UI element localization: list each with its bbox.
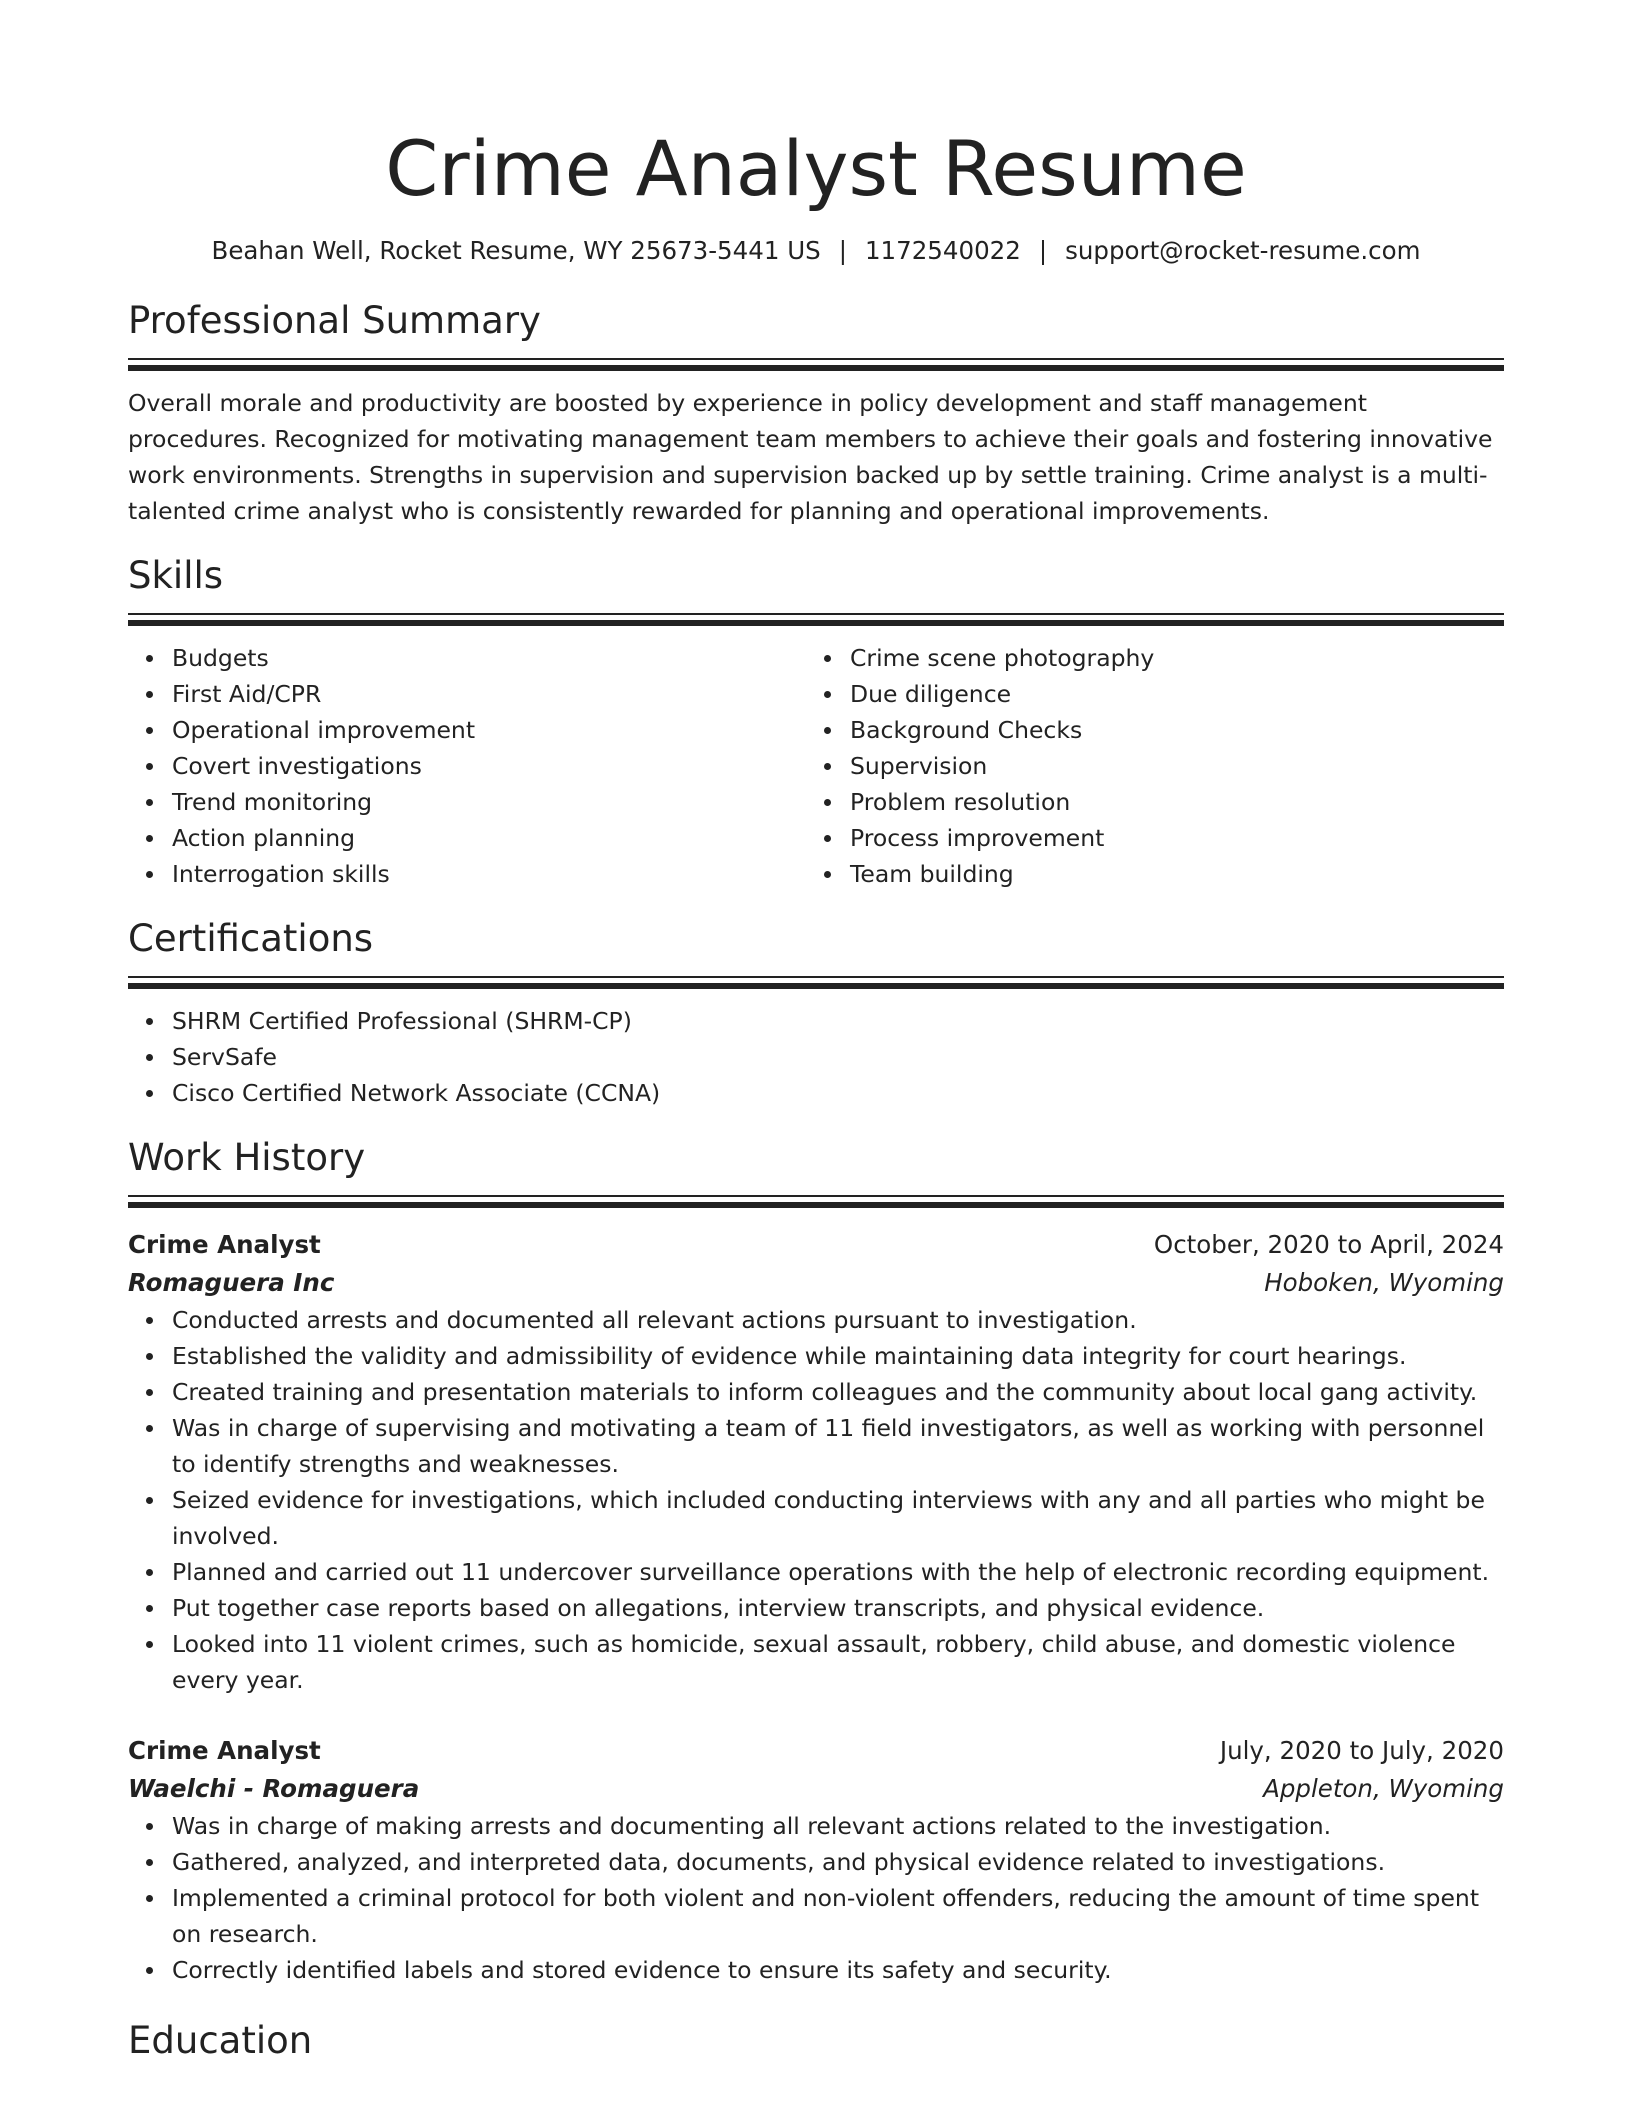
job-subheader bbox=[128, 1264, 1504, 1302]
job-bullet: Seized evidence for investigations, which included conducting interviews with any and all parties who might be involved. bbox=[172, 1482, 1504, 1554]
certifications-section bbox=[128, 916, 1504, 1111]
job-entry bbox=[128, 1226, 1504, 1698]
skills-column-right bbox=[806, 640, 1484, 892]
job-dates: July, 2020 to July, 2020 bbox=[1219, 1736, 1504, 1765]
job-bullet: Was in charge of making arrests and documenting all relevant actions related to the investigation. bbox=[172, 1808, 1504, 1844]
section-divider bbox=[128, 976, 1504, 989]
job-header bbox=[128, 1226, 1504, 1264]
skill-item: Covert investigations bbox=[172, 748, 806, 784]
skill-item: Operational improvement bbox=[172, 712, 806, 748]
skill-item: Team building bbox=[850, 856, 1484, 892]
skill-item: Trend monitoring bbox=[172, 784, 806, 820]
job-subheader bbox=[128, 1770, 1504, 1808]
job-bullet: Implemented a criminal protocol for both violent and non-violent offenders, reducing the amount of time spent on research. bbox=[172, 1880, 1504, 1952]
certification-item: SHRM Certified Professional (SHRM-CP) bbox=[172, 1003, 1504, 1039]
job-bullets bbox=[128, 1808, 1504, 1988]
certification-item: Cisco Certified Network Associate (CCNA) bbox=[172, 1075, 1504, 1111]
job-title: Crime Analyst bbox=[128, 1736, 321, 1765]
skills-list-left bbox=[128, 640, 806, 892]
skill-item: Crime scene photography bbox=[850, 640, 1484, 676]
skills-section bbox=[128, 553, 1504, 892]
contact-email: support@rocket-resume.com bbox=[1065, 236, 1421, 265]
page-title: Crime Analyst Resume bbox=[385, 124, 1247, 213]
job-dates: October, 2020 to April, 2024 bbox=[1153, 1230, 1504, 1259]
contact-separator: | bbox=[1038, 236, 1048, 265]
job-bullet: Was in charge of supervising and motivating a team of 11 field investigators, as well as working with personnel to identify strengths and weaknesses. bbox=[172, 1410, 1504, 1482]
job-bullet: Put together case reports based on allegations, interview transcripts, and physical evidence. bbox=[172, 1590, 1504, 1626]
job-entry bbox=[128, 1732, 1504, 1988]
job-company: Romaguera Inc bbox=[128, 1268, 335, 1297]
job-bullet: Looked into 11 violent crimes, such as homicide, sexual assault, robbery, child abuse, and domestic violence every year. bbox=[172, 1626, 1504, 1698]
contact-line bbox=[128, 234, 1504, 268]
skill-item: Due diligence bbox=[850, 676, 1484, 712]
job-title: Crime Analyst bbox=[128, 1230, 321, 1259]
certifications-list bbox=[128, 1003, 1504, 1111]
certification-item: ServSafe bbox=[172, 1039, 1504, 1075]
skill-item: Budgets bbox=[172, 640, 806, 676]
skill-item: Interrogation skills bbox=[172, 856, 806, 892]
contact-separator: | bbox=[838, 236, 847, 265]
skills-grid bbox=[128, 640, 1504, 892]
job-bullets bbox=[128, 1302, 1504, 1698]
summary-section bbox=[128, 298, 1504, 529]
contact-phone: 1172540022 bbox=[864, 236, 1021, 265]
job-bullet: Correctly identified labels and stored evidence to ensure its safety and security. bbox=[172, 1952, 1504, 1988]
education-section bbox=[128, 2018, 1504, 2064]
job-location: Appleton, Wyoming bbox=[1263, 1774, 1504, 1803]
section-divider bbox=[128, 1195, 1504, 1208]
skills-column-left bbox=[128, 640, 806, 892]
skills-heading: Skills bbox=[128, 554, 224, 597]
resume-page bbox=[128, 0, 1504, 2064]
job-location: Hoboken, Wyoming bbox=[1264, 1268, 1504, 1297]
job-company: Waelchi - Romaguera bbox=[128, 1774, 420, 1803]
job-bullet: Created training and presentation materials to inform colleagues and the community about local gang activity. bbox=[172, 1374, 1504, 1410]
skill-item: Supervision bbox=[850, 748, 1484, 784]
skill-item: Action planning bbox=[172, 820, 806, 856]
section-divider bbox=[128, 613, 1504, 626]
contact-address: Beahan Well, Rocket Resume, WY 25673-5441 US bbox=[211, 236, 821, 265]
summary-heading: Professional Summary bbox=[128, 299, 541, 342]
job-bullet: Established the validity and admissibility of evidence while maintaining data integrity for court hearings. bbox=[172, 1338, 1504, 1374]
skills-list-right bbox=[806, 640, 1484, 892]
skill-item: First Aid/CPR bbox=[172, 676, 806, 712]
work-history-heading: Work History bbox=[128, 1136, 366, 1179]
job-bullet: Planned and carried out 11 undercover surveillance operations with the help of electronic recording equipment. bbox=[172, 1554, 1504, 1590]
skill-item: Background Checks bbox=[850, 712, 1484, 748]
section-divider bbox=[128, 358, 1504, 371]
skill-item: Problem resolution bbox=[850, 784, 1484, 820]
skill-item: Process improvement bbox=[850, 820, 1484, 856]
education-heading: Education bbox=[128, 2019, 313, 2062]
job-header bbox=[128, 1732, 1504, 1770]
summary-text: Overall morale and productivity are boosted by experience in policy development and staff management procedures. Recognized for motivating management team members to achieve their goals and fostering innovative work environments. Strengths in supervision and supervision backed up by settle training. Crime analyst is a multi-talented crime analyst who is consistently rewarded for planning and operational improvements. bbox=[128, 389, 1493, 525]
work-history-section bbox=[128, 1135, 1504, 1988]
certifications-heading: Certifications bbox=[128, 917, 374, 960]
job-bullet: Gathered, analyzed, and interpreted data, documents, and physical evidence related to investigations. bbox=[172, 1844, 1504, 1880]
job-bullet: Conducted arrests and documented all relevant actions pursuant to investigation. bbox=[172, 1302, 1504, 1338]
